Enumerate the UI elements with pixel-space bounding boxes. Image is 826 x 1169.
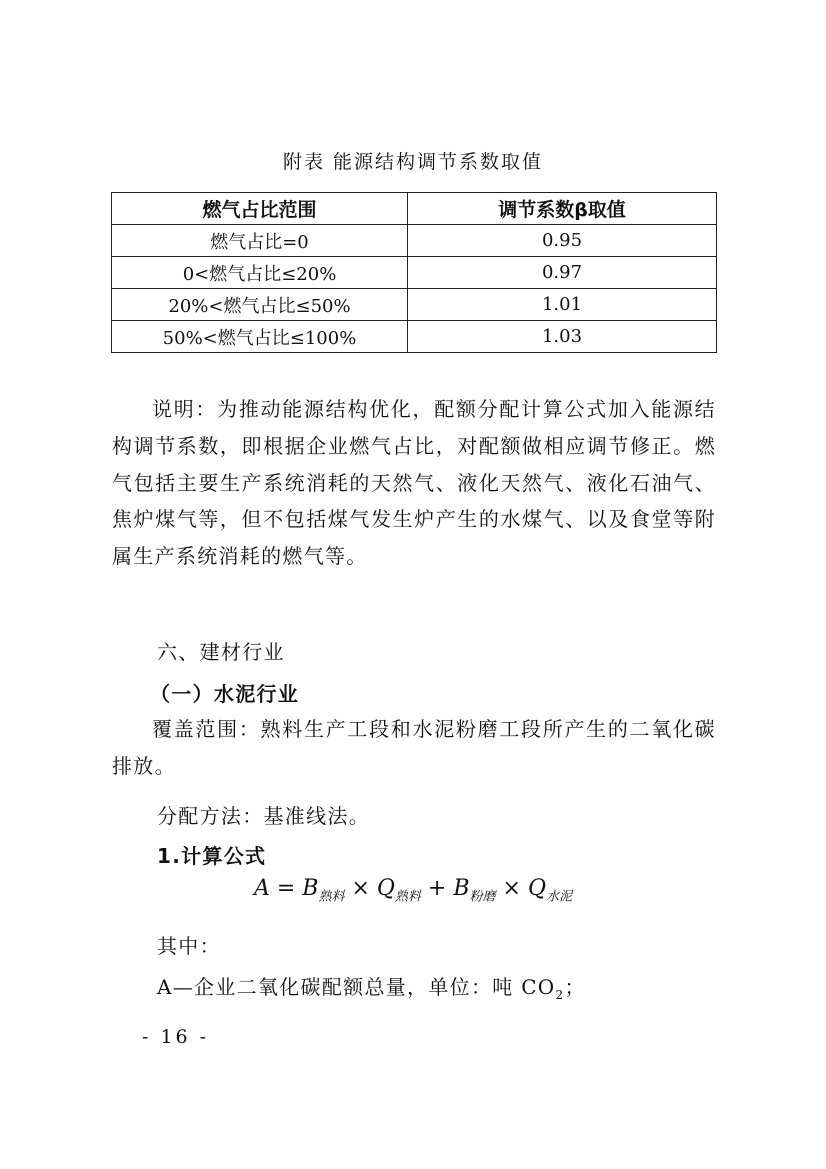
- table-cell-range: 燃气占比=0: [112, 225, 408, 257]
- where-label: 其中：: [157, 934, 221, 958]
- coefficient-table: [111, 192, 717, 353]
- table-cell-range: 50%<燃气占比≤100%: [112, 321, 408, 353]
- table-row: [112, 225, 717, 257]
- definition-a-end: ；: [564, 975, 586, 999]
- table-row: [112, 289, 717, 321]
- page-number: - 16 -: [142, 1026, 210, 1048]
- formula-heading: 1.计算公式: [157, 844, 267, 868]
- subsection-heading: （一）水泥行业: [150, 682, 300, 706]
- table-cell-value: 0.95: [408, 225, 717, 257]
- table-header-coefficient: 调节系数β取值: [408, 193, 717, 225]
- formula-b-clinker-sub: 熟料: [318, 889, 345, 905]
- formula-lhs: A: [253, 876, 270, 901]
- formula-q-clinker-sub: 熟料: [394, 889, 421, 905]
- table-cell-range: 20%<燃气占比≤50%: [112, 289, 408, 321]
- formula-b-grinding: B: [453, 876, 470, 901]
- table-row: [112, 321, 717, 353]
- formula-q-cement-sub: 水泥: [546, 889, 573, 905]
- definition-a: [157, 971, 586, 1002]
- formula-b-grinding-sub: 粉磨: [469, 889, 496, 905]
- definition-a-subscript: 2: [555, 988, 565, 1002]
- method-line: 分配方法：基准线法。: [157, 804, 370, 828]
- allocation-formula: [0, 876, 826, 904]
- table-row: [112, 257, 717, 289]
- formula-q-clinker: Q: [376, 876, 395, 901]
- formula-equals: =: [269, 876, 303, 901]
- definition-a-text: A—企业二氧化碳配额总量，单位：吨 CO: [157, 975, 556, 999]
- table-cell-range: 0<燃气占比≤20%: [112, 257, 408, 289]
- formula-b-clinker: B: [302, 876, 319, 901]
- table-cell-value: 0.97: [408, 257, 717, 289]
- table-cell-value: 1.01: [408, 289, 717, 321]
- formula-plus: +: [420, 876, 454, 901]
- formula-times-1: ×: [344, 876, 377, 901]
- section-heading: 六、建材行业: [157, 640, 285, 664]
- formula-times-2: ×: [495, 876, 528, 901]
- table-header-range: 燃气占比范围: [112, 193, 408, 225]
- formula-q-cement: Q: [527, 876, 547, 901]
- table-caption: 附表 能源结构调节系数取值: [282, 151, 544, 173]
- table-header-row: [112, 193, 717, 225]
- note-paragraph: 说明：为推动能源结构优化，配额分配计算公式加入能源结构调节系数，即根据企业燃气占比，对配额做相应调节修正。燃气包括主要生产系统消耗的天然气、液化天然气、液化石油气、焦炉煤气等，但不包括煤气发生炉产生的水煤气、以及食堂等附属生产系统消耗的燃气等。: [112, 397, 716, 569]
- coverage-paragraph: 覆盖范围：熟料生产工段和水泥粉磨工段所产生的二氧化碳排放。: [112, 717, 716, 778]
- table-cell-value: 1.03: [408, 321, 717, 353]
